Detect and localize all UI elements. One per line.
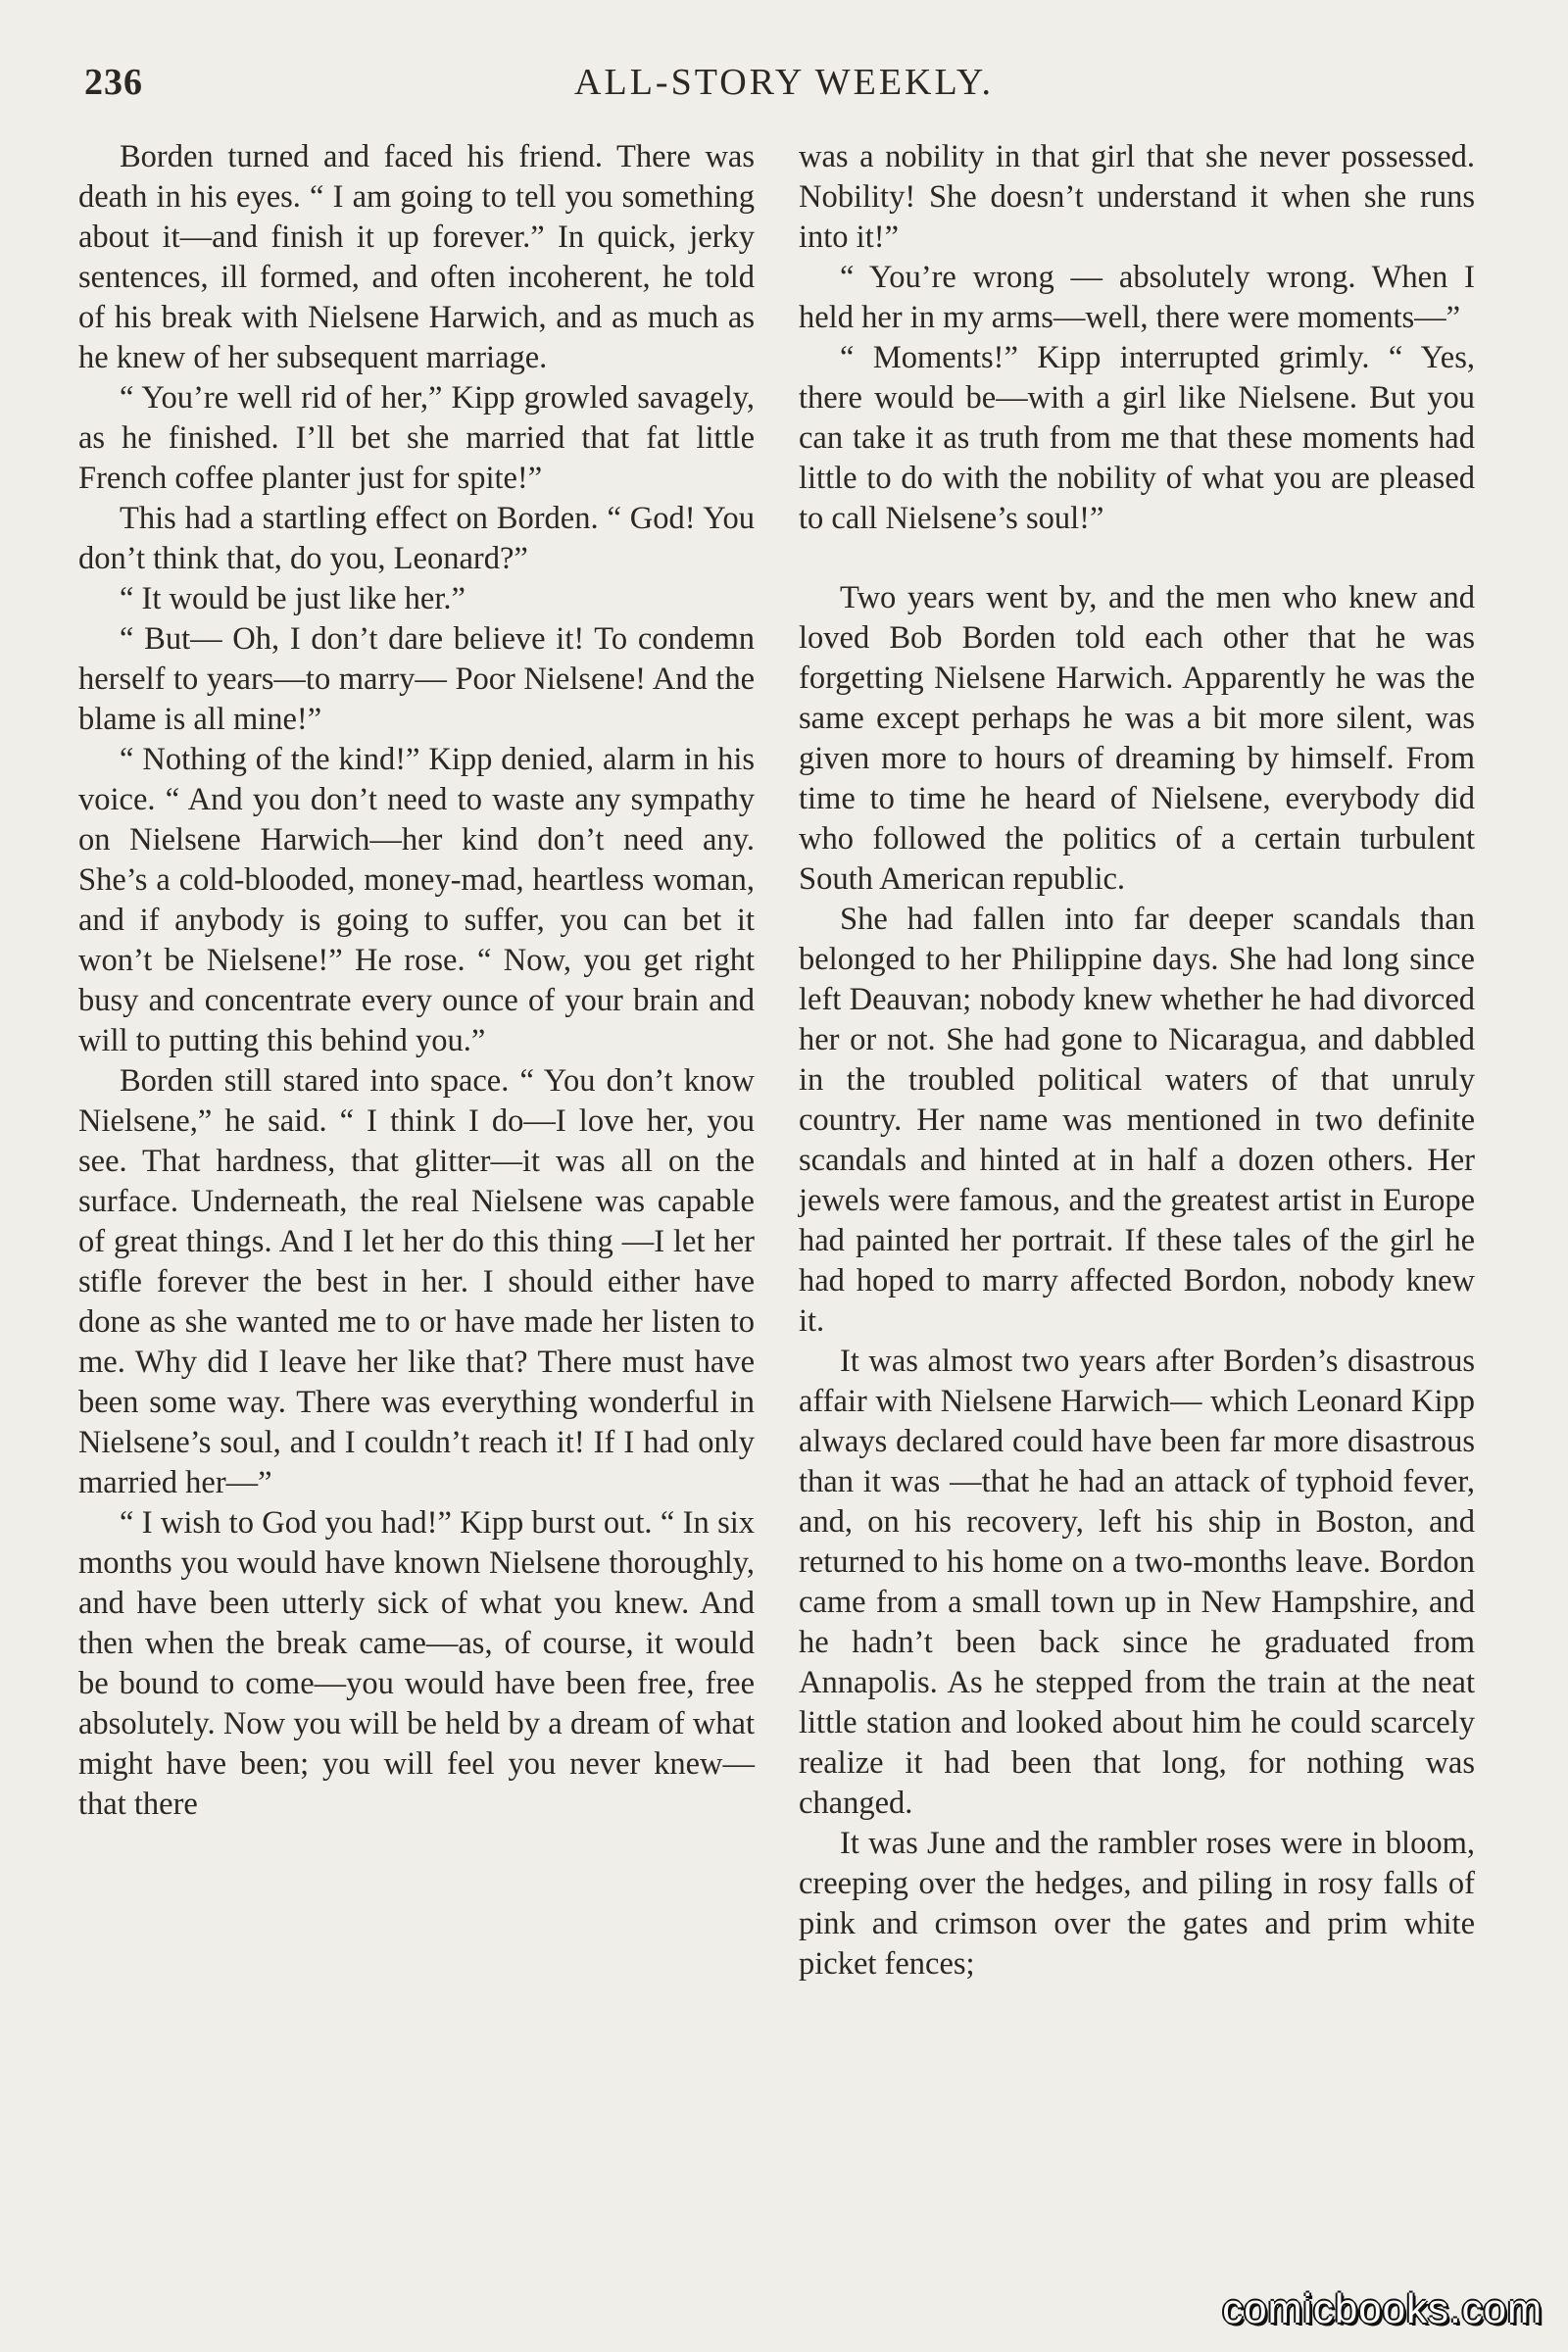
paragraph: Two years went by, and the men who knew and loved Bob Borden told each other that he was forgetting Nielsene Harwich. Apparently he was the same except perhaps he was a bit more silent, was given more to hours of dreaming by himself. From time to time he heard of Nielsene, everybody did who followed the politics of a certain turbulent South American republic.: [799, 580, 1475, 897]
paragraph: “ You’re well rid of her,” Kipp growled savagely, as he finished. I’ll bet she married that fat little French coffee planter just for spite!”: [78, 380, 755, 496]
right-column: [799, 137, 1475, 1984]
page-header: [0, 61, 1568, 120]
paragraph: She had fallen into far deeper scandals than belonged to her Philippine days. She had long since left Deauvan; nobody knew whether he had divorced her or not. She had gone to Nicaragua, and dabbled in the troubled political waters of that unruly country. Her name was mentioned in two definite scandals and hinted at in half a dozen others. Her jewels were famous, and the greatest artist in Europe had painted her portrait. If these tales of the girl he had hoped to marry affected Bordon, nobody knew it.: [799, 902, 1475, 1339]
paragraph: It was June and the rambler roses were in bloom, creeping over the hedges, and piling in rosy falls of pink and crimson over the gates and prim white picket fences;: [799, 1826, 1475, 1982]
paragraph: “ You’re wrong — absolutely wrong. When I held her in my arms—well, there were moments—”: [799, 260, 1475, 335]
paragraph: It was almost two years after Borden’s disastrous affair with Nielsene Harwich— which Leonard Kipp always declared could have been far more disastrous than it was —that he had an attack of typhoid fever, and, on his recovery, left his ship in Boston, and returned to his home on a two-months leave. Bordon came from a small town up in New Hampshire, and he hadn’t been back since he graduated from Annapolis. As he stepped from the train at the neat little station and looked about him he could scarcely realize it had been that long, for nothing was changed.: [799, 1344, 1475, 1821]
paragraph: “ I wish to God you had!” Kipp burst out. “ In six months you would have known Nielsene thoroughly, and have been utterly sick of what you knew. And then when the break came—as, of course, it would be bound to come—you would have been free, free absolutely. Now you will be held by a dream of what might have been; you will feel you never knew—that there: [78, 1505, 755, 1822]
paragraph: This had a startling effect on Borden. “ God! You don’t think that, do you, Leonard?”: [78, 501, 755, 576]
page-number: 236: [84, 62, 143, 103]
paragraph: Borden turned and faced his friend. There was death in his eyes. “ I am going to tell you something about it—and finish it up forever.” In quick, jerky sentences, ill formed, and often incoherent, he told of his break with Nielsene Harwich, and as much as he knew of her subsequent marriage.: [78, 139, 755, 375]
paragraph: “ Moments!” Kipp interrupted grimly. “ Yes, there would be—with a girl like Nielsene. But you can take it as truth from me that these moments had little to do with the nobility of what you are pleased to call Nielsene’s soul!”: [799, 340, 1475, 536]
watermark: comicbooks.com: [1222, 2285, 1543, 2331]
left-column: [78, 137, 755, 1825]
paragraph: “ It would be just like her.”: [120, 581, 466, 616]
paragraph: “ Nothing of the kind!” Kipp denied, alarm in his voice. “ And you don’t need to waste any sympathy on Nielsene Harwich—her kind don’t need any. She’s a cold-blooded, money-mad, heartless woman, and if anybody is going to suffer, you can bet it won’t be Nielsene!” He rose. “ Now, you get right busy and concentrate every ounce of your brain and will to putting this behind you.”: [78, 742, 755, 1058]
magazine-title: ALL-STORY WEEKLY.: [574, 62, 994, 103]
paragraph: was a nobility in that girl that she never possessed. Nobility! She doesn’t understand it when she runs into it!”: [799, 139, 1475, 255]
paragraph: Borden still stared into space. “ You don’t know Nielsene,” he said. “ I think I do—I love her, you see. That hardness, that glitter—it was all on the surface. Underneath, the real Nielsene was capable of great things. And I let her do this thing —I let her stifle forever the best in her. I should either have done as she wanted me to or have made her listen to me. Why did I leave her like that? There must have been some way. There was everything wonderful in Nielsene’s soul, and I couldn’t reach it! If I had only married her—”: [78, 1063, 755, 1500]
paragraph: “ But— Oh, I don’t dare believe it! To condemn herself to years—to marry— Poor Nielsene! And the blame is all mine!”: [78, 621, 755, 737]
section-break: [799, 539, 1475, 578]
